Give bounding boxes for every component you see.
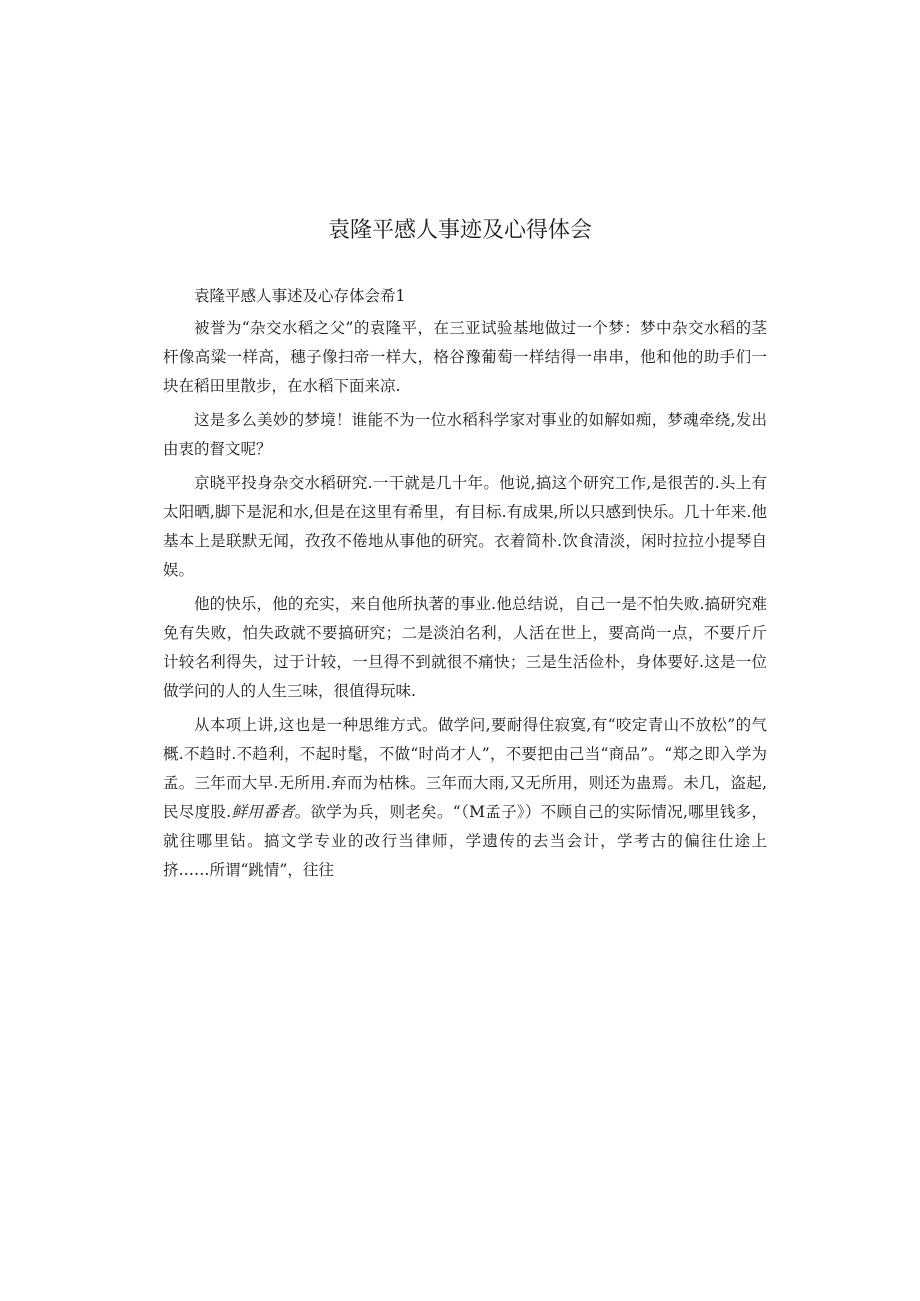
paragraph-3: 京晓平投身杂交水稻研究.一干就是几十年。他说,搞这个研究工作,是很苦的.头上有太阳晒,脚下是泥和水,但是在这里有希里，有目标.有成果,所以只感到快乐。几十年来.他基本上是联默无闻，孜孜不倦地从事他的研究。衣着简朴.饮食清淡，闲时拉拉小提琴自娱。 [163, 474, 767, 579]
paragraph-4: 他的快乐，他的充实，来自他所执著的事业.他总结说，自己一是不怕失败.搞研究难免有失败，怕失政就不要搞研究；二是淡泊名利，人活在世上，要高尚一点，不要斤斤计较名利得失，过于计较，一旦得不到就很不痛快；三是生活俭朴，身体要好.这是一位做学问的人的人生三味，很值得玩味. [163, 595, 767, 700]
document-title: 袁隆平感人事迹及心得体会 [327, 218, 592, 243]
document-body [163, 282, 767, 890]
paragraph-2: 这是多么美妙的梦境！谁能不为一位水稻科学家对事业的如解如痴，梦魂牵绕,发出由衷的督文呢？ [163, 411, 767, 458]
paragraph-5-text: 从本项上讲,这也是一种思维方式。做学问,要耐得住寂寞,有“咬定青山不放松”的气概.不趋时.不趋利，不起时髦，不做“时尚才人”，不要把由己当“商品”。“郑之即入学为孟。三年而大早.无所用.弃而为枯株。三年而大雨,又无所用，则还为蛊焉。未几，盗起,民尽度股. [163, 716, 767, 821]
paragraph-1: 被誉为“杂交水稻之父”的袁隆平，在三亚试验基地做过一个梦：梦中杂交水稻的茎杆像高粱一样高，穗子像扫帝一样大，格谷豫葡萄一样结得一串串，他和他的助手们一块在稻田里散步，在水稻下面来凉. [163, 319, 767, 395]
document-subtitle: 袁隆平感人事述及心存体会希1 [194, 287, 406, 305]
paragraph-5-italic: 鲜用番者 [231, 803, 295, 821]
paragraph-5-continuation: 。欲学为兵，则老矣。“（M孟子》）不顾自己的实际情况,哪里钱多，就往哪里钻。搞文学专业的改行当律师，学遗传的去当会计，学考古的偏往仕途上挤……所谓“跳情”，往往 [163, 803, 767, 879]
paragraph-5 [163, 711, 767, 885]
